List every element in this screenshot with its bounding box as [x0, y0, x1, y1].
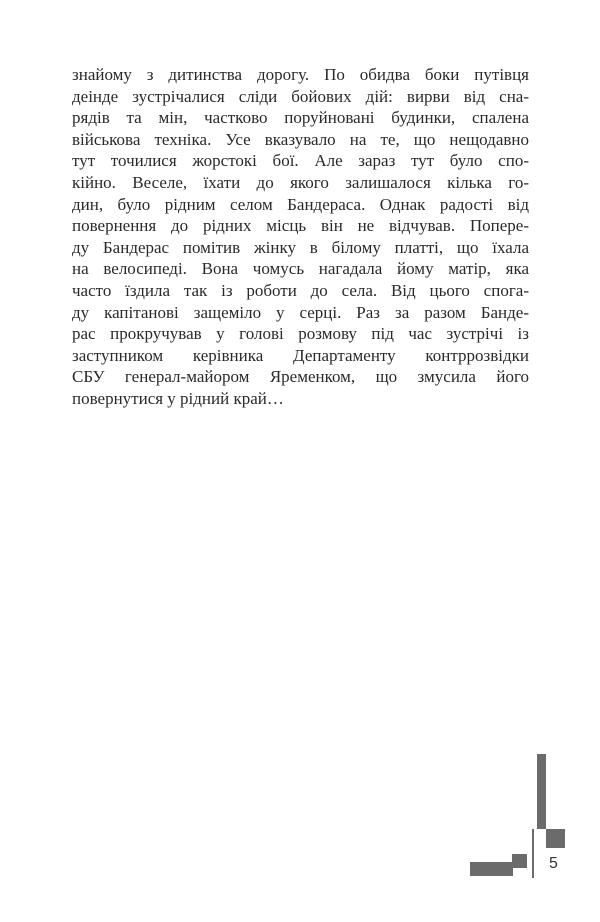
text-line: ду капітанові защеміло у серці. Раз за разом Банде-	[72, 302, 529, 322]
text-line: часто їздила так із роботи до села. Від цього спога-	[72, 280, 529, 300]
text-line: рас прокручував у голові розмову під час зустрічі із	[72, 324, 529, 344]
text-line: на велосипеді. Вона чомусь нагадала йому матір, яка	[72, 259, 529, 279]
body-text	[72, 64, 529, 410]
page-number: 5	[549, 855, 558, 872]
deco-tall-bar	[537, 754, 546, 829]
deco-square	[546, 829, 565, 848]
deco-small-square	[512, 854, 527, 868]
deco-bottom-bar	[470, 862, 513, 876]
text-line: знайому з дитинства дорогу. По обидва боки путівця	[72, 65, 529, 84]
text-line: повернутися у рідний край…	[72, 388, 284, 408]
text-line: кійно. Веселе, їхати до якого залишалося кілька го-	[72, 172, 529, 192]
text-line: рядів та мін, частково поруйновані будинки, спалена	[72, 108, 529, 128]
text-line: тут точилися жорстокі бої. Але зараз тут було спо-	[72, 151, 529, 171]
text-line: повернення до рідних місць він не відчував. Попере-	[72, 216, 529, 236]
text-line: СБУ генерал-майором Яременком, що змусила його	[72, 367, 529, 387]
deco-divider-line	[532, 829, 534, 878]
text-line: заступником керівника Департаменту контррозвідки	[72, 345, 529, 365]
text-line: деінде зустрічалися сліди бойових дій: вирви від сна-	[72, 86, 529, 106]
text-line: дин, було рідним селом Бандераса. Однак радості від	[72, 194, 529, 214]
text-line: ду Бандерас помітив жінку в білому платті, що їхала	[72, 237, 529, 257]
text-line: військова техніка. Усе вказувало на те, що нещодавно	[72, 129, 529, 149]
